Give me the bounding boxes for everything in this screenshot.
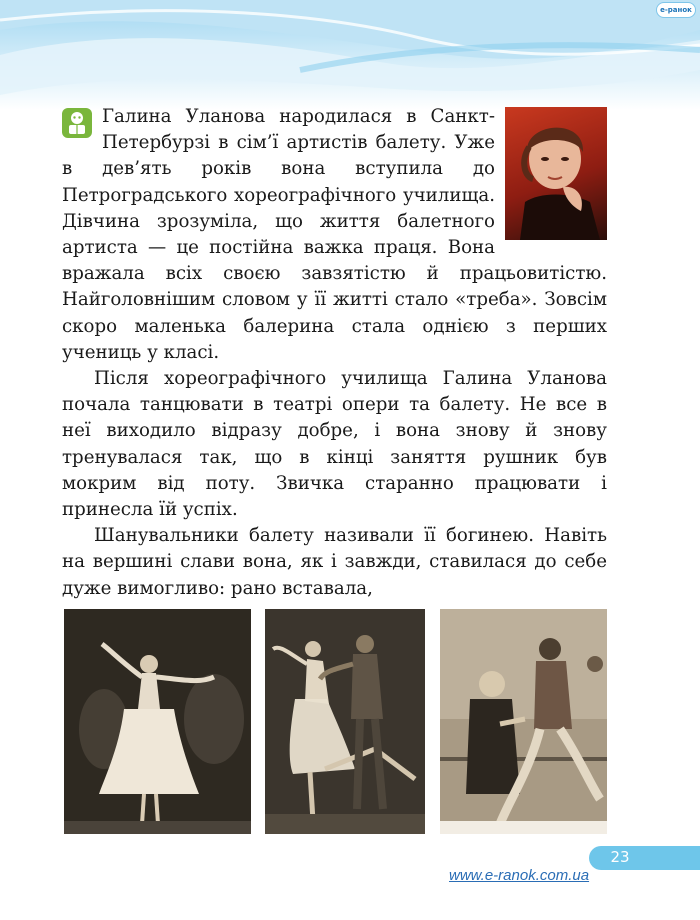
paragraph-3: Шанувальники балету називали її богинею. Навіть на вершині слави вона, як і завжди, ставилася до себе дуже вимогливо: рано вставала, [62,525,607,599]
paragraph-1: Галина Уланова народилася в Санкт-Петербурзі в сім’ї артистів балету. Уже в дев’ять років вона вступила до Петроградського хореографічного училища. Дівчина зрозуміла, що життя балетного артиста — це постійна важка праця. Вона вражала всіх своєю завзятістю й працьовитістю. Найголовнішим словом у її житті стало «треба». Зовсім скоро маленька балерина стала однією з перших учениць у класі. [62,106,607,363]
publisher-site-link[interactable]: www.e-ranok.com.ua [449,867,590,884]
ballet-photo-solo [64,609,251,834]
page-number: 23 [610,848,630,866]
ballet-photo-duet [265,609,425,834]
header-wave-decoration [0,0,700,110]
icon-spacer [62,104,102,134]
brand-logo: e-ранок [656,2,696,18]
article-text [62,104,607,602]
portrait-spacer [495,104,607,242]
ballet-photo-rehearsal [440,609,607,834]
paragraph-2: Після хореографічного училища Галина Уланова почала танцювати в театрі опери та балету. Не все в неї виходило відразу добре, і вона знову й знову тренувалася так, що в кінці заняття рушник був мокрим від поту. Звичка старанно працювати і принесла їй успіх. [62,368,607,521]
